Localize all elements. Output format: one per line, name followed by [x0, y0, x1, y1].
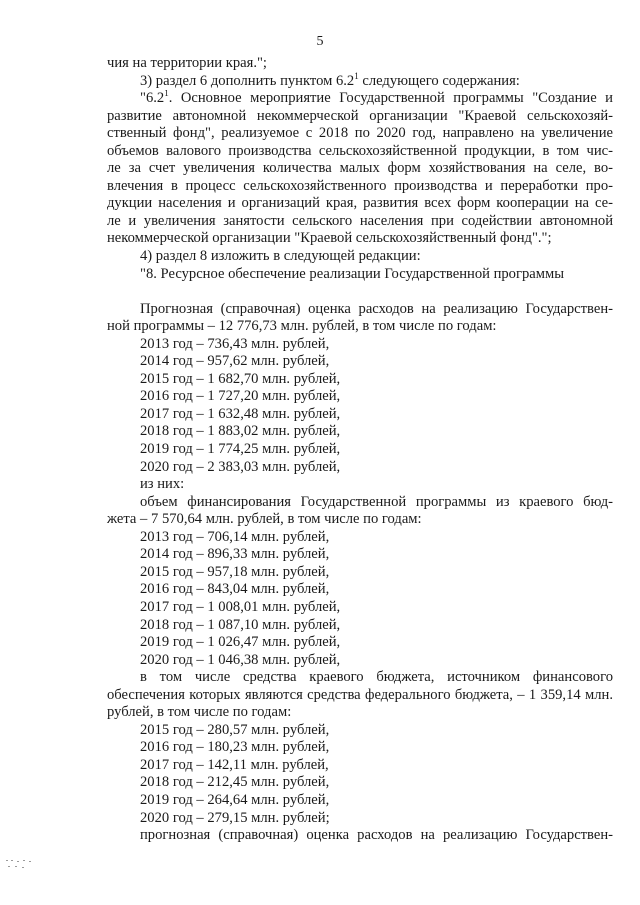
line-text: 2018 год – 1 087,10 млн. рублей, [140, 616, 341, 633]
text-line [107, 108, 613, 126]
line-text: 2015 год – 957,18 млн. рублей, [140, 563, 330, 580]
line-text-continued: . Основное мероприятие Государственной программы "Создание и [168, 90, 613, 107]
text-line [107, 792, 613, 810]
text-line [107, 511, 613, 529]
line-text: дукции населения и организаций края, развития всех форм кооперации на се- [107, 195, 613, 212]
text-line [107, 230, 613, 248]
line-text: 2016 год – 180,23 млн. рублей, [140, 739, 330, 756]
line-text: 2013 год – 706,14 млн. рублей, [140, 528, 330, 545]
text-line [107, 722, 613, 740]
superscript: 1 [164, 90, 169, 99]
text-line [107, 704, 613, 722]
line-text: ле и увеличения занятости сельского населения при содействии автономной [107, 212, 613, 229]
text-line [107, 599, 613, 617]
page-number: 5 [316, 34, 324, 49]
line-text: прогнозная (справочная) оценка расходов на реализацию Государствен- [140, 827, 613, 844]
text-line [107, 774, 613, 792]
text-line [107, 581, 613, 599]
text-line [107, 178, 613, 196]
text-line [107, 143, 613, 161]
line-text: рублей, в том числе по годам: [107, 704, 292, 721]
line-text: 2015 год – 1 682,70 млн. рублей, [140, 370, 341, 387]
line-text: 2020 год – 279,15 млн. рублей; [140, 809, 330, 826]
line-text: чия на территории края."; [107, 55, 267, 71]
line-text: Прогнозная (справочная) оценка расходов на реализацию Государствен- [140, 300, 613, 317]
line-text: 2017 год – 1 632,48 млн. рублей, [140, 405, 341, 422]
text-line [107, 125, 613, 143]
text-line [107, 55, 613, 73]
text-line [107, 266, 613, 284]
line-text: 2014 год – 957,62 млн. рублей, [140, 353, 330, 370]
text-line [107, 160, 613, 178]
line-text: 2019 год – 1 026,47 млн. рублей, [140, 634, 341, 651]
text-line [107, 652, 613, 670]
margin-scan-mark [6, 858, 34, 870]
line-text: 2015 год – 280,57 млн. рублей, [140, 721, 330, 738]
text-line [107, 248, 613, 266]
line-text: в том числе средства краевого бюджета, источником финансового [140, 669, 613, 686]
document-body [107, 55, 613, 845]
text-line [107, 336, 613, 354]
line-text: 3) раздел 6 дополнить пунктом 6.2 [140, 72, 355, 89]
text-line [107, 70, 613, 91]
line-text: ле за счет увеличения количества малых форм хозяйствования на селе, во- [107, 160, 613, 177]
text-line [107, 459, 613, 477]
text-line [107, 388, 613, 406]
line-text: из них: [140, 476, 185, 493]
text-line [107, 283, 613, 301]
text-line [107, 757, 613, 775]
text-line [107, 318, 613, 336]
text-line [107, 441, 613, 459]
text-line [107, 476, 613, 494]
line-text: 2016 год – 1 727,20 млн. рублей, [140, 388, 341, 405]
text-line [107, 564, 613, 582]
text-line [107, 494, 613, 512]
line-text: 2019 год – 264,64 млн. рублей, [140, 791, 330, 808]
text-line [107, 371, 613, 389]
text-line [107, 739, 613, 757]
text-line [107, 353, 613, 371]
text-line [107, 617, 613, 635]
line-text: развитие автономной некоммерческой организации "Краевой сельскохозяй- [107, 107, 613, 124]
line-text: некоммерческой организации "Краевой сельскохозяйственный фонд"."; [107, 230, 552, 247]
text-line [107, 669, 613, 687]
line-text: влечения в процесс сельскохозяйственного производства и переработки про- [107, 177, 613, 194]
text-line [107, 213, 613, 231]
line-text: обеспечения которых являются средства федерального бюджета, – 1 359,14 млн. [107, 686, 613, 703]
text-line [107, 546, 613, 564]
line-text: 2018 год – 1 883,02 млн. рублей, [140, 423, 341, 440]
line-text: объемов валового производства сельскохозяйственной продукции, в том чис- [107, 142, 613, 159]
line-text: 2017 год – 142,11 млн. рублей, [140, 756, 329, 773]
text-line [107, 301, 613, 319]
line-text: объем финансирования Государственной программы из краевого бюд- [140, 493, 613, 510]
text-line [107, 90, 613, 108]
superscript: 1 [354, 70, 359, 81]
line-text: 2020 год – 2 383,03 млн. рублей, [140, 458, 341, 475]
line-text: "6.2 [140, 90, 165, 107]
line-text: 2016 год – 843,04 млн. рублей, [140, 581, 330, 598]
text-line [107, 634, 613, 652]
text-line [107, 810, 613, 828]
line-text: 2018 год – 212,45 млн. рублей, [140, 774, 330, 791]
text-line [107, 529, 613, 547]
line-text: 2013 год – 736,43 млн. рублей, [140, 335, 330, 352]
text-line [107, 827, 613, 845]
line-text: 2020 год – 1 046,38 млн. рублей, [140, 651, 341, 668]
line-text: ственный фонд", реализуемое с 2018 по 2020 год, направлено на увеличение [107, 125, 613, 142]
text-line [107, 687, 613, 705]
line-text: ной программы – 12 776,73 млн. рублей, в том числе по годам: [107, 318, 497, 335]
line-text: 2014 год – 896,33 млн. рублей, [140, 546, 330, 563]
line-text: 4) раздел 8 изложить в следующей редакции: [140, 248, 421, 265]
text-line [107, 406, 613, 424]
text-line [107, 195, 613, 213]
line-text: жета – 7 570,64 млн. рублей, в том числе по годам: [107, 511, 422, 528]
line-text: 2019 год – 1 774,25 млн. рублей, [140, 441, 341, 458]
line-text-continued: следующего содержания: [358, 72, 520, 89]
line-text: "8. Ресурсное обеспечение реализации Государственной программы [140, 265, 565, 282]
line-text: 2017 год – 1 008,01 млн. рублей, [140, 598, 341, 615]
text-line [107, 423, 613, 441]
